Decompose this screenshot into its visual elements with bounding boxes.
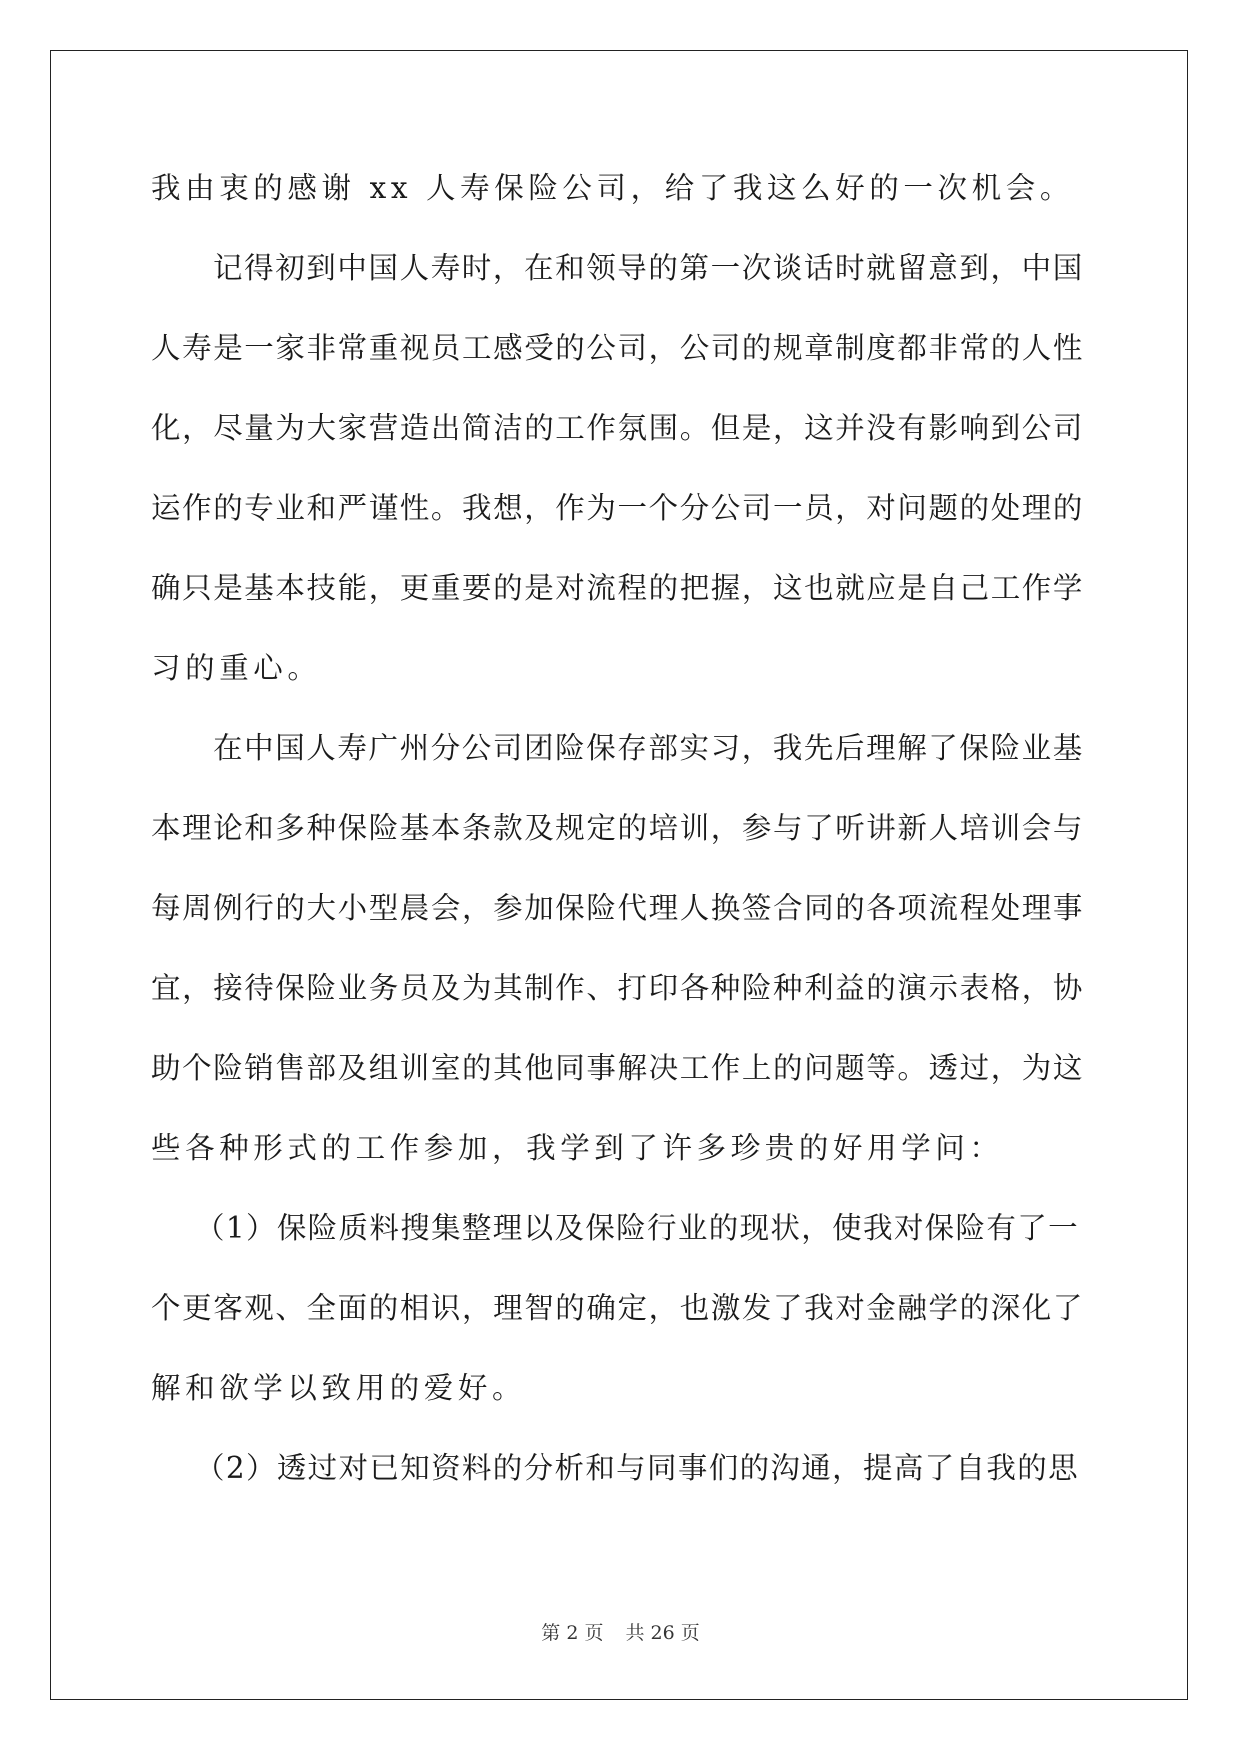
text-line: 习的重心。: [151, 651, 322, 685]
page-footer: [0, 1618, 1241, 1645]
text-line: 解和欲学以致用的爱好。: [151, 1371, 527, 1405]
text-line: 些各种形式的工作参加，我学到了许多珍贵的好用学问：: [151, 1131, 1004, 1165]
text-line: 宜，接待保险业务员及为其制作、打印各种险种利益的演示表格，协: [151, 971, 1085, 1005]
text-line: （1）保险质料搜集整理以及保险行业的现状，使我对保险有了一: [195, 1211, 1079, 1245]
text-line: （2）透过对已知资料的分析和与同事们的沟通，提高了自我的思: [195, 1451, 1079, 1485]
page-number: 第 2 页: [541, 1622, 604, 1644]
text-line: 运作的专业和严谨性。我想，作为一个分公司一员，对问题的处理的: [151, 491, 1085, 525]
text-line: 人寿是一家非常重视员工感受的公司，公司的规章制度都非常的人性: [151, 331, 1085, 365]
text-line: 助个险销售部及组训室的其他同事解决工作上的问题等。透过，为这: [151, 1051, 1085, 1085]
text-line: 个更客观、全面的相识，理智的确定，也激发了我对金融学的深化了: [151, 1291, 1085, 1325]
document-body: [151, 166, 1085, 1526]
text-line: 本理论和多种保险基本条款及规定的培训，参与了听讲新人培训会与: [151, 811, 1085, 845]
text-line: 我由衷的感谢 xx 人寿保险公司，给了我这么好的一次机会。: [151, 171, 1074, 205]
page-total: 共 26 页: [625, 1622, 700, 1644]
text-line: 化，尽量为大家营造出简洁的工作氛围。但是，这并没有影响到公司: [151, 411, 1085, 445]
text-line: 在中国人寿广州分公司团险保存部实习，我先后理解了保险业基: [213, 731, 1084, 765]
text-line: 确只是基本技能，更重要的是对流程的把握，这也就应是自己工作学: [151, 571, 1085, 605]
text-line: 记得初到中国人寿时，在和领导的第一次谈话时就留意到，中国: [213, 251, 1084, 285]
text-line: 每周例行的大小型晨会，参加保险代理人换签合同的各项流程处理事: [151, 891, 1085, 925]
